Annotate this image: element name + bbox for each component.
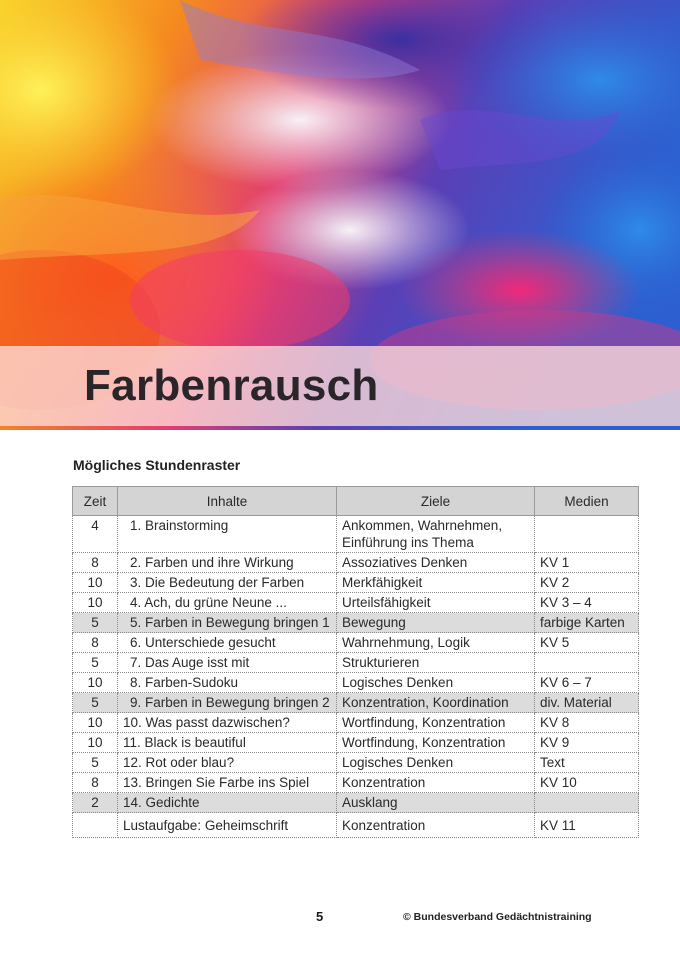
cell-inhalt: 10. Was passt dazwischen?	[118, 713, 337, 733]
header-medien: Medien	[535, 487, 639, 516]
cell-zeit: 8	[73, 553, 118, 573]
cell-ziele: Logisches Denken	[337, 673, 535, 693]
table-row	[73, 813, 639, 838]
schedule-table	[72, 486, 639, 838]
table-row	[73, 753, 639, 773]
cell-inhalt: 12. Rot oder blau?	[118, 753, 337, 773]
table-row	[73, 553, 639, 573]
cell-ziele: Logisches Denken	[337, 753, 535, 773]
header-ziele: Ziele	[337, 487, 535, 516]
cell-inhalt: 5. Farben in Bewegung bringen 1	[118, 613, 337, 633]
table-row	[73, 593, 639, 613]
cell-inhalt: 4. Ach, du grüne Neune ...	[118, 593, 337, 613]
cell-ziele: Wortfindung, Konzentration	[337, 733, 535, 753]
page-title: Farbenrausch	[84, 361, 379, 410]
table-row	[73, 653, 639, 673]
table-row	[73, 693, 639, 713]
cell-zeit: 10	[73, 713, 118, 733]
cell-ziele: Konzentration	[337, 813, 535, 838]
cell-inhalt: 11. Black is beautiful	[118, 733, 337, 753]
cell-zeit: 10	[73, 593, 118, 613]
cell-inhalt: 2. Farben und ihre Wirkung	[118, 553, 337, 573]
cell-ziele: Konzentration	[337, 773, 535, 793]
cell-zeit: 10	[73, 573, 118, 593]
cell-ziele: Wortfindung, Konzentration	[337, 713, 535, 733]
cell-medien: div. Material	[535, 693, 639, 713]
cell-zeit: 2	[73, 793, 118, 813]
cell-zeit: 8	[73, 633, 118, 653]
cell-medien: KV 2	[535, 573, 639, 593]
table-row	[73, 613, 639, 633]
header-zeit: Zeit	[73, 487, 118, 516]
cell-medien: KV 6 – 7	[535, 673, 639, 693]
cell-ziele: Bewegung	[337, 613, 535, 633]
cell-inhalt: 13. Bringen Sie Farbe ins Spiel	[118, 773, 337, 793]
cell-zeit	[73, 813, 118, 838]
table-row	[73, 633, 639, 653]
cell-zeit: 5	[73, 653, 118, 673]
cell-inhalt: 3. Die Bedeutung der Farben	[118, 573, 337, 593]
cell-zeit: 4	[73, 516, 118, 553]
table-row	[73, 573, 639, 593]
table-row	[73, 673, 639, 693]
cell-ziele: Strukturieren	[337, 653, 535, 673]
cell-inhalt: 6. Unterschiede gesucht	[118, 633, 337, 653]
cell-medien: KV 10	[535, 773, 639, 793]
cell-zeit: 5	[73, 693, 118, 713]
cell-zeit: 8	[73, 773, 118, 793]
table-row	[73, 733, 639, 753]
cell-zeit: 10	[73, 733, 118, 753]
cell-medien: Text	[535, 753, 639, 773]
cell-medien: KV 9	[535, 733, 639, 753]
cell-inhalt: 8. Farben-Sudoku	[118, 673, 337, 693]
cell-inhalt: 7. Das Auge isst mit	[118, 653, 337, 673]
cell-medien	[535, 516, 639, 553]
cell-medien: KV 8	[535, 713, 639, 733]
cell-ziele: Ausklang	[337, 793, 535, 813]
cell-ziele: Ankommen, Wahrnehmen, Einführung ins Thema	[337, 516, 535, 553]
table-row	[73, 793, 639, 813]
cell-inhalt: 14. Gedichte	[118, 793, 337, 813]
table-row	[73, 773, 639, 793]
cell-ziele: Konzentration, Koordination	[337, 693, 535, 713]
cell-medien: KV 1	[535, 553, 639, 573]
cell-medien	[535, 793, 639, 813]
cell-ziele: Urteilsfähigkeit	[337, 593, 535, 613]
section-heading: Mögliches Stundenraster	[73, 457, 241, 473]
cell-inhalt: 9. Farben in Bewegung bringen 2	[118, 693, 337, 713]
cell-medien: KV 5	[535, 633, 639, 653]
cell-zeit: 5	[73, 753, 118, 773]
cell-medien: farbige Karten	[535, 613, 639, 633]
cell-zeit: 10	[73, 673, 118, 693]
table-row	[73, 713, 639, 733]
table-header-row	[73, 487, 639, 516]
cell-ziele: Assoziatives Denken	[337, 553, 535, 573]
cell-zeit: 5	[73, 613, 118, 633]
copyright-notice: © Bundesverband Gedächtnistraining	[403, 911, 592, 923]
cell-inhalt: 1. Brainstorming	[118, 516, 337, 553]
cell-ziele: Merkfähigkeit	[337, 573, 535, 593]
page-number: 5	[316, 909, 324, 924]
table-row	[73, 516, 639, 553]
cell-ziele: Wahrnehmung, Logik	[337, 633, 535, 653]
cell-inhalt: Lustaufgabe: Geheimschrift	[118, 813, 337, 838]
cell-medien: KV 11	[535, 813, 639, 838]
cell-medien: KV 3 – 4	[535, 593, 639, 613]
header-inhalte: Inhalte	[118, 487, 337, 516]
cell-medien	[535, 653, 639, 673]
